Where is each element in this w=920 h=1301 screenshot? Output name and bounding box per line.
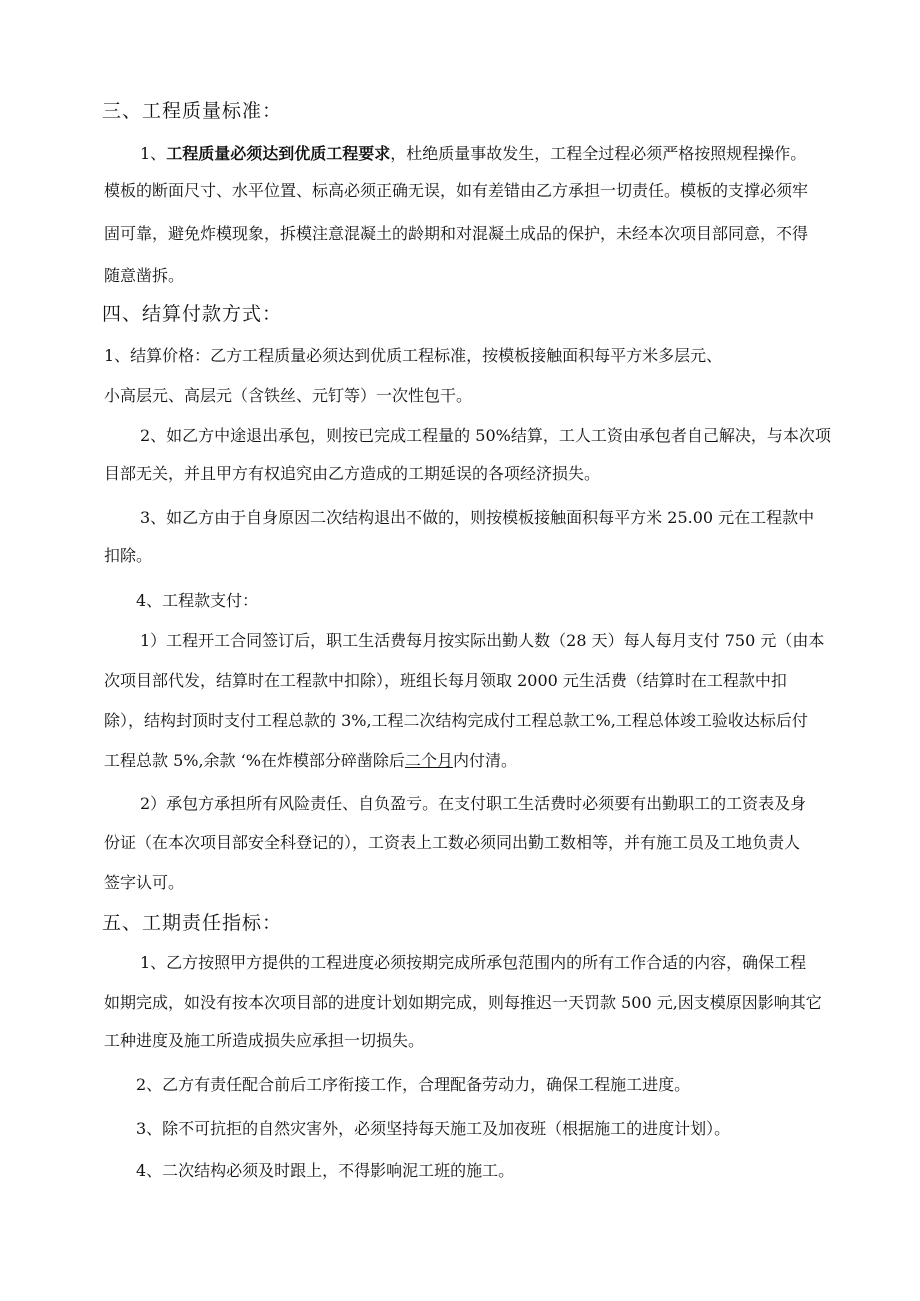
subitem-1-line-3: 除），结构封顶时支付工程总款的 3%,工程二次结构完成付工程总款工%,工程总体竣工验收达标后付 xyxy=(104,711,808,730)
section-3-item-1-line-3: 固可靠，避免炸模现象，拆模注意混凝土的龄期和对混凝土成品的保护，未经本次项目部同意，不得 xyxy=(104,224,809,243)
underlined-period: 二个月 xyxy=(404,751,453,770)
subitem-1-text-a: 工程总款 5%,余款 ‘%在炸模部分碎凿除后 xyxy=(104,751,405,770)
section-5-item-1-line-2: 如期完成，如没有按本次项目部的进度计划如期完成，则每推迟一天罚款 500 元,因支模原因影响其它 xyxy=(104,993,822,1012)
section-5-item-3: 3、除不可抗拒的自然灾害外，必须坚持每天施工及加夜班（根据施工的进度计划）。 xyxy=(136,1119,731,1138)
section-4-item-2-line-1: 2、如乙方中途退出承包，则按已完成工程量的 50%结算，工人工资由承包者自己解决，与本次项 xyxy=(140,426,831,445)
section-3-item-1-line-1 xyxy=(140,143,920,165)
section-4-item-3-line-1: 3、如乙方由于自身原因二次结构退出不做的，则按模板接触面积每平方米 25.00 元在工程款中 xyxy=(140,508,815,527)
subitem-1-line-1: 1）工程开工合同签订后，职工生活费每月按实际出勤人数（28 天）每人每月支付 750 元（由本 xyxy=(140,631,825,650)
section-5-item-1-line-3: 工种进度及施工所造成损失应承担一切损失。 xyxy=(104,1031,425,1050)
section-5-heading: 五、工期责任指标： xyxy=(102,912,283,934)
subitem-2-line-1: 2）承包方承担所有风险责任、自负盈亏。在支付职工生活费时必须要有出勤职工的工资表及身 xyxy=(140,794,807,813)
subitem-1-line-2: 次项目部代发，结算时在工程款中扣除），班组长每月领取 2000 元生活费（结算时在工程款中扣 xyxy=(104,671,787,690)
subitem-2-line-2: 份证（在本次项目部安全科登记的），工资表上工数必须同出勤工数相等，并有施工员及工地负责人 xyxy=(104,833,801,852)
section-4-heading: 四、结算付款方式： xyxy=(102,303,283,325)
section-4-item-3-line-2: 扣除。 xyxy=(104,546,153,565)
bold-requirement: 工程质量必须达到优质工程要求 xyxy=(166,144,391,163)
section-5-item-1-line-1: 1、乙方按照甲方提供的工程进度必须按期完成所承包范围内的所有工作合适的内容，确保工程 xyxy=(140,953,807,972)
section-3-item-1-line-4: 随意凿拆。 xyxy=(104,266,185,285)
section-3-heading: 三、工程质量标准： xyxy=(102,100,283,122)
section-3-item-1-line-2: 模板的断面尺寸、水平位置、标高必须正确无误，如有差错由乙方承担一切责任。模板的支撑必须牢 xyxy=(104,181,809,200)
item-number: 1、 xyxy=(140,144,167,163)
section-4-item-1-line-1: 1、结算价格：乙方工程质量必须达到优质工程标准，按模板接触面积每平方米多层元、 xyxy=(104,346,723,365)
item-text: ，杜绝质量事故发生，工程全过程必须严格按照规程操作。 xyxy=(390,144,807,163)
section-5-item-4: 4、二次结构必须及时跟上，不得影响泥工班的施工。 xyxy=(136,1161,515,1180)
section-5-item-2: 2、乙方有责任配合前后工序衔接工作，合理配备劳动力，确保工程施工进度。 xyxy=(136,1075,691,1094)
section-4-item-2-line-2: 目部无关，并且甲方有权追究由乙方造成的工期延误的各项经济损失。 xyxy=(104,464,601,483)
subitem-1-line-4 xyxy=(104,750,884,772)
section-4-item-1-line-2: 小高层元、高层元（含铁丝、元钉等）一次性包干。 xyxy=(104,386,473,405)
section-4-item-4: 4、工程款支付： xyxy=(136,591,259,610)
subitem-1-text-b: 内付清。 xyxy=(452,751,517,770)
subitem-2-line-3: 签字认可。 xyxy=(104,873,185,892)
